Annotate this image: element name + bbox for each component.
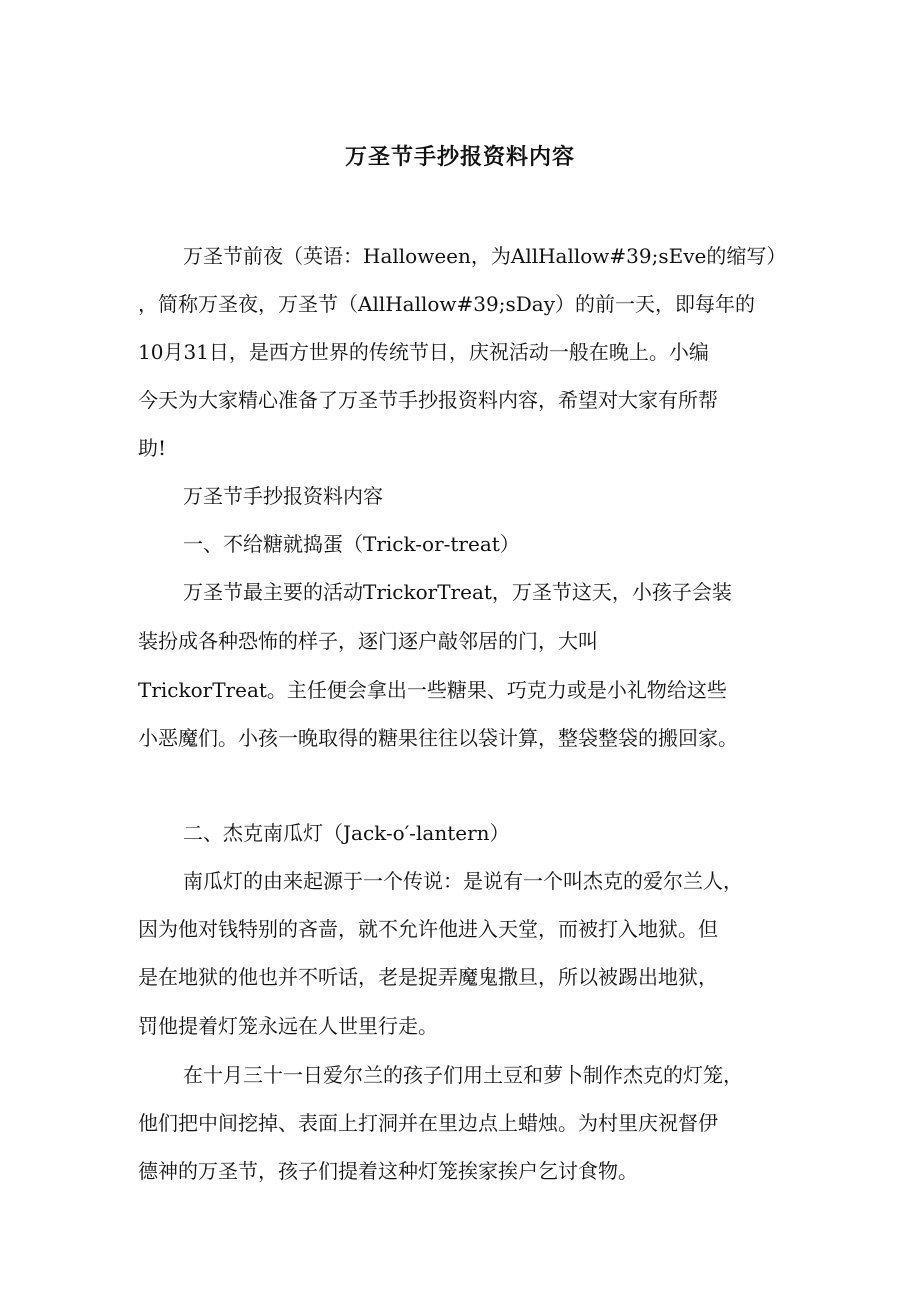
trick-line-4: 小恶魔们。小孩一晚取得的糖果往往以袋计算，整袋整袋的搬回家。 xyxy=(138,726,738,750)
lantern-para2-line-3: 德神的万圣节，孩子们提着这种灯笼挨家挨户乞讨食物。 xyxy=(138,1159,638,1183)
heading-jack-o-lantern: 二、杰克南瓜灯（Jack-o′-lantern） xyxy=(183,821,510,845)
lantern-line-1: 南瓜灯的由来起源于一个传说：是说有一个叫杰克的爱尔兰人， xyxy=(183,869,743,893)
lantern-line-2: 因为他对钱特别的吝啬，就不允许他进入天堂，而被打入地狱。但 xyxy=(138,917,718,941)
intro-line-5: 助! xyxy=(138,436,167,460)
trick-line-2: 装扮成各种恐怖的样子，逐门逐户敲邻居的门，大叫 xyxy=(138,629,598,653)
trick-line-3: TrickorTreat。主任便会拿出一些糖果、巧克力或是小礼物给这些 xyxy=(138,678,727,702)
intro-line-3: 10月31日，是西方世界的传统节日，庆祝活动一般在晚上。小编 xyxy=(138,340,709,364)
heading-trick-or-treat: 一、不给糖就捣蛋（Trick-or-treat） xyxy=(183,532,520,556)
lantern-para2-line-1: 在十月三十一日爱尔兰的孩子们用土豆和萝卜制作杰克的灯笼， xyxy=(183,1063,743,1087)
intro-line-4: 今天为大家精心准备了万圣节手抄报资料内容，希望对大家有所帮 xyxy=(138,388,718,412)
trick-line-1: 万圣节最主要的活动TrickorTreat，万圣节这天，小孩子会装 xyxy=(183,580,732,604)
page-title: 万圣节手抄报资料内容 xyxy=(344,144,575,170)
lantern-line-3: 是在地狱的他也并不听话，老是捉弄魔鬼撒旦，所以被踢出地狱， xyxy=(138,965,718,989)
lantern-para2-line-2: 他们把中间挖掉、表面上打洞并在里边点上蜡烛。为村里庆祝督伊 xyxy=(138,1111,718,1135)
section-title: 万圣节手抄报资料内容 xyxy=(183,484,383,508)
intro-line-1: 万圣节前夜（英语：Halloween，为AllHallow#39;sEve的缩写） xyxy=(183,244,787,268)
intro-line-2: ，简称万圣夜，万圣节（AllHallow#39;sDay）的前一天，即每年的 xyxy=(138,292,756,316)
lantern-line-4: 罚他提着灯笼永远在人世里行走。 xyxy=(138,1014,438,1038)
